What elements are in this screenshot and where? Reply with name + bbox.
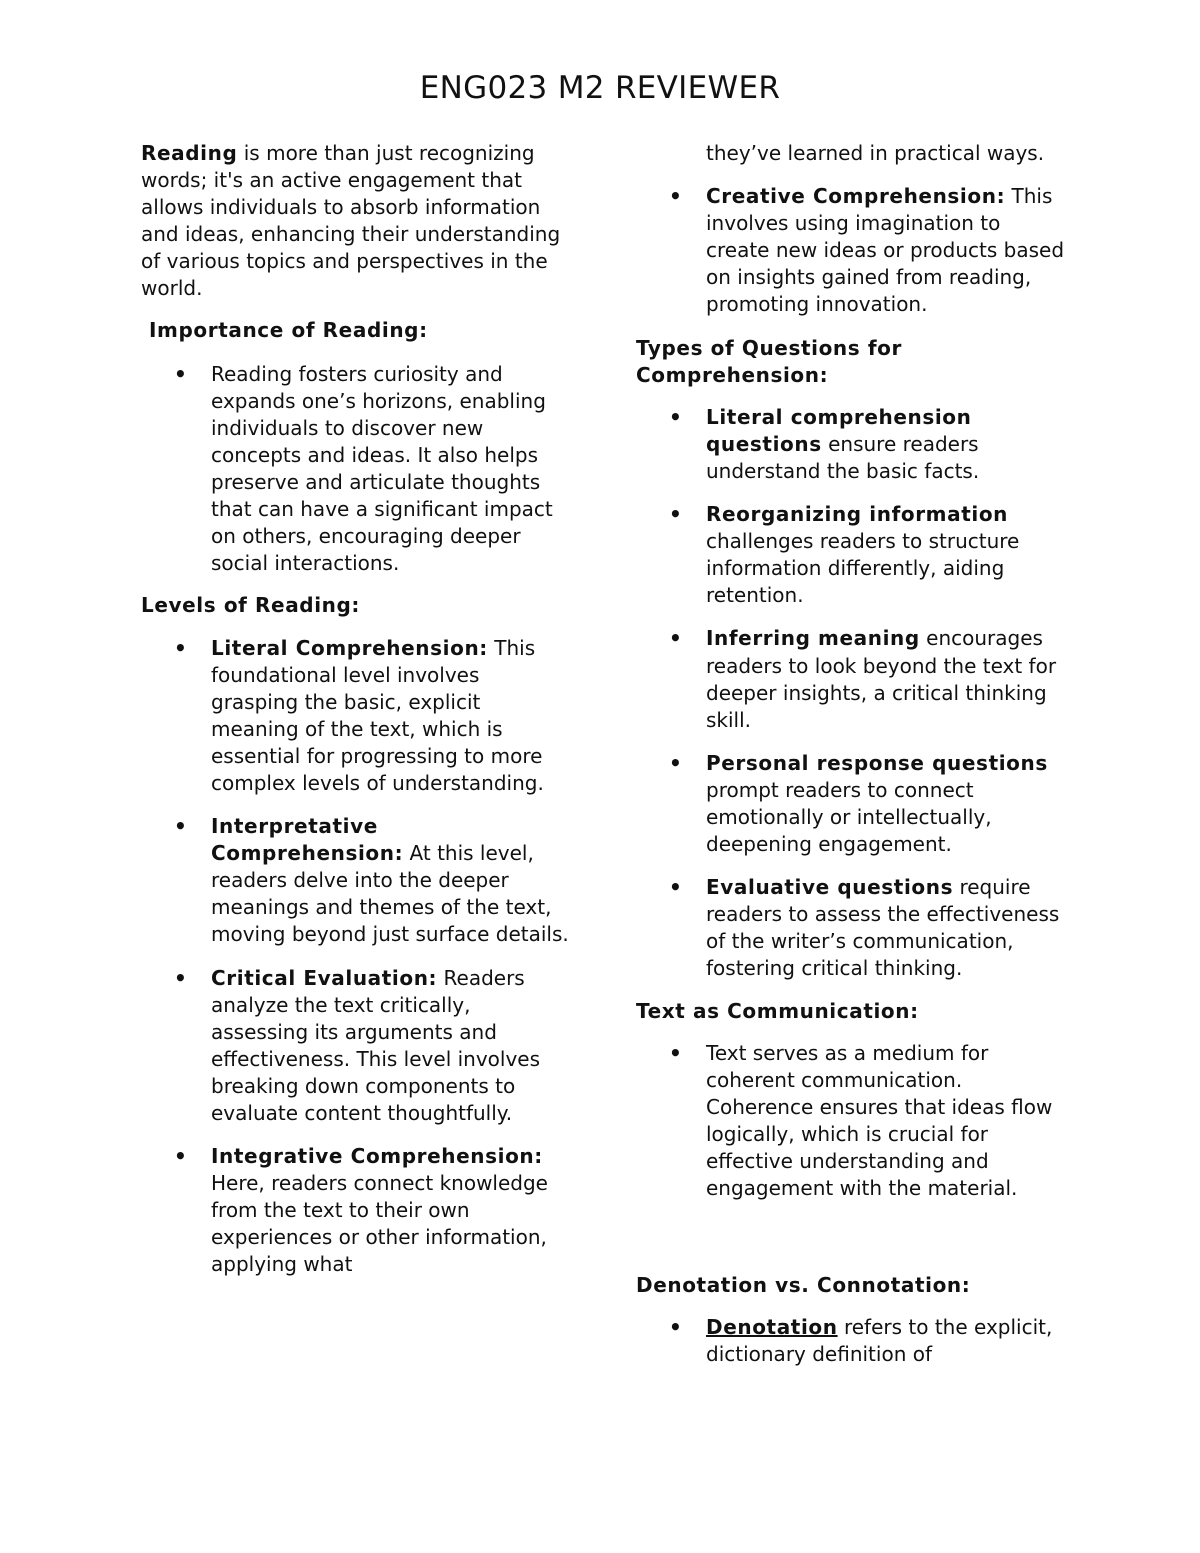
- intro-term: Reading: [141, 141, 238, 165]
- level-term: Literal Comprehension:: [211, 635, 488, 660]
- level-term: Critical Evaluation:: [211, 965, 438, 990]
- question-text: require readers to assess the effectiveness of the writer’s communication, fostering critical thinking.: [706, 875, 1060, 981]
- question-term: Personal response questions: [706, 750, 1048, 775]
- denotation-term: Denotation: [706, 1315, 838, 1340]
- importance-list: [141, 361, 571, 578]
- denotation-text: refers to the explicit, dictionary definition of: [706, 1315, 1053, 1367]
- level-item-integrative: [141, 1143, 571, 1278]
- question-term: Inferring meaning: [706, 626, 920, 651]
- question-item: [636, 874, 1066, 982]
- level-item-literal: [141, 635, 571, 798]
- question-term: Evaluative questions: [706, 875, 954, 900]
- question-item: [636, 750, 1066, 858]
- levels-list: [141, 635, 571, 1279]
- question-text: ensure readers understand the basic facts.: [706, 431, 980, 483]
- left-column: [141, 140, 571, 1279]
- creative-list: [636, 183, 1066, 318]
- level-term: Creative Comprehension:: [706, 184, 1006, 209]
- intro-text: is more than just recognizing words; it's an active engagement that allows individuals to absorb information and ideas, enhancing their understanding of various topics and perspectives in the world.: [141, 141, 561, 301]
- level-term: Integrative Comprehension:: [211, 1144, 543, 1169]
- question-item: [636, 625, 1066, 733]
- denotation-list: [636, 1314, 1066, 1368]
- level-text: At this level, readers delve into the deeper meanings and themes of the text, moving beyond just surface details.: [211, 841, 569, 947]
- question-text: challenges readers to structure information differently, aiding retention.: [706, 529, 1020, 608]
- intro-paragraph: [141, 140, 571, 303]
- question-item: [636, 501, 1066, 609]
- level-term: Interpretative Comprehension:: [211, 814, 404, 866]
- denotation-heading: Denotation vs. Connotation:: [636, 1273, 971, 1298]
- level-item-interpretative: [141, 813, 571, 948]
- level-text: This involves using imagination to create new ideas or products based on insights gained from reading, promoting innovation.: [706, 184, 1065, 317]
- level-text: Here, readers connect knowledge from the text to their own experiences or other information, applying what: [211, 1171, 548, 1277]
- question-term: Reorganizing information: [706, 502, 1009, 527]
- level-text: Readers analyze the text critically, assessing its arguments and effectiveness. This level involves breaking down components to evaluate content thoughtfully.: [211, 965, 541, 1125]
- question-item: [636, 404, 1066, 485]
- levels-heading: Levels of Reading:: [141, 593, 361, 618]
- question-text: prompt readers to connect emotionally or intellectually, deepening engagement.: [706, 777, 992, 857]
- importance-heading: Importance of Reading:: [149, 317, 428, 342]
- question-term: Literal comprehension questions: [706, 404, 972, 456]
- level-text: This foundational level involves grasping the basic, explicit meaning of the text, which is essential for progressing to more complex levels of understanding.: [211, 635, 544, 795]
- level-item-creative: [636, 183, 1066, 318]
- questions-list: [636, 404, 1066, 983]
- document-title: ENG023 M2 REVIEWER: [419, 70, 781, 106]
- level-item-critical: [141, 965, 571, 1128]
- importance-item: • Reading fosters curiosity and expands one’s horizons, enabling individuals to discover new concepts and ideas. It also helps preserve and articulate thoughts that can have a significant impact on others, encouraging deeper social interactions.: [141, 361, 571, 578]
- text-communication-list: [636, 1040, 1066, 1203]
- text-communication-item: • Text serves as a medium for coherent communication. Coherence ensures that ideas flow logically, which is crucial for effective understanding and engagement with the material.: [636, 1040, 1066, 1203]
- question-text: encourages readers to look beyond the text for deeper insights, a critical thinking skill.: [706, 626, 1057, 732]
- right-column: [636, 140, 1066, 1368]
- questions-heading: Types of Questions for Comprehension:: [636, 335, 902, 387]
- text-communication-heading: Text as Communication:: [636, 998, 919, 1023]
- continuation-text: they’ve learned in practical ways.: [706, 141, 1045, 165]
- denotation-item: [636, 1314, 1066, 1368]
